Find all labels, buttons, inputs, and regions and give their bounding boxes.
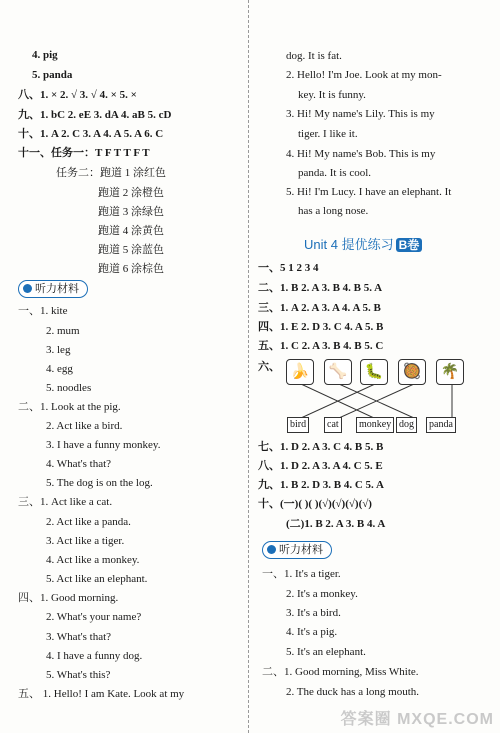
matching-lines [284, 384, 490, 418]
word-box: monkey [356, 417, 394, 433]
transcript-line: 3. I have a funny monkey. [46, 439, 161, 451]
answer-line: 八、1. × 2. √ 3. √ 4. × 5. × [18, 89, 137, 101]
transcript-line: 一、1. kite [18, 305, 68, 317]
answer-line: 十、1. A 2. C 3. A 4. A 5. A 6. C [18, 128, 164, 140]
answer-line: 5. panda [32, 69, 73, 81]
transcript-line: 2. Hello! I'm Joe. Look at my mon- [286, 69, 442, 81]
listening-material-tag: 听力材料 [262, 541, 332, 559]
task-line: 跑道 3 涂绿色 [98, 206, 164, 218]
task-line: 任务二：跑道 1 涂红色 [56, 167, 166, 179]
transcript-line: 4. I have a funny dog. [46, 650, 143, 662]
transcript-line: 3. Hi! My name's Lily. This is my [286, 108, 435, 120]
answer-line: 五、1. C 2. A 3. B 4. B 5. C [258, 340, 384, 352]
transcript-line: 2. Act like a panda. [46, 516, 131, 528]
answer-line: (二)1. B 2. A 3. B 4. A [286, 518, 386, 530]
word-box: cat [324, 417, 342, 433]
task-line: 跑道 6 涂棕色 [98, 263, 164, 275]
transcript-line: 三、1. Act like a cat. [18, 496, 113, 508]
transcript-line: 四、1. Good morning. [18, 592, 119, 604]
answer-line: 八、1. D 2. A 3. A 4. C 5. E [258, 460, 383, 472]
transcript-line: 5. Hi! I'm Lucy. I have an elephant. It [286, 186, 452, 198]
answer-line: 十、(一)( )( )(√)(√)(√)(√) [258, 498, 372, 510]
answer-line: 三、1. A 2. A 3. A 4. A 5. B [258, 302, 381, 314]
answer-line: 十一、任务一：T F T T F T [18, 147, 150, 159]
answer-line: 九、1. bC 2. eE 3. dA 4. aB 5. cD [18, 109, 172, 121]
transcript-line: 2. It's a monkey. [286, 588, 358, 600]
answer-line: 二、1. B 2. A 3. B 4. B 5. A [258, 282, 383, 294]
bananas-image: 🍌 [286, 359, 314, 385]
transcript-line: 4. It's a pig. [286, 626, 338, 638]
transcript-line: 5. It's an elephant. [286, 646, 366, 658]
transcript-line: 二、1. Good morning, Miss White. [262, 666, 419, 678]
bamboo-image: 🌴 [436, 359, 464, 385]
word-box: bird [287, 417, 309, 433]
answer-line: 4. pig [32, 49, 58, 61]
transcript-line: 3. leg [46, 344, 71, 356]
unit-title: Unit 4 提优练习 B卷 [304, 234, 422, 253]
transcript-line: 3. What's that? [46, 631, 112, 643]
transcript-line: 2. Act like a bird. [46, 420, 123, 432]
transcript-line: 3. It's a bird. [286, 607, 341, 619]
answer-line: 七、1. D 2. A 3. C 4. B 5. B [258, 441, 384, 453]
transcript-line: 2. mum [46, 325, 80, 337]
transcript-line: 5. noodles [46, 382, 92, 394]
transcript-line: tiger. I like it. [298, 128, 358, 140]
answer-line: 四、1. E 2. D 3. C 4. A 5. B [258, 321, 384, 333]
column-divider [248, 0, 249, 733]
task-line: 跑道 4 涂黄色 [98, 225, 164, 237]
answer-line: 九、1. B 2. D 3. B 4. C 5. A [258, 479, 384, 491]
fish-plate-image: 🥘 [398, 359, 426, 385]
matching-label: 六、 [258, 361, 280, 373]
transcript-line: 5. Act like an elephant. [46, 573, 148, 585]
unit-badge: B卷 [396, 238, 423, 252]
transcript-line: 二、1. Look at the pig. [18, 401, 121, 413]
transcript-line: 2. What's your name? [46, 611, 142, 623]
transcript-line: 4. Hi! My name's Bob. This is my [286, 148, 436, 160]
transcript-line: 一、1. It's a tiger. [262, 568, 341, 580]
transcript-line: 2. The duck has a long mouth. [286, 686, 419, 698]
caterpillar-image: 🐛 [360, 359, 388, 385]
task-line: 跑道 2 涂橙色 [98, 187, 164, 199]
transcript-line: 4. egg [46, 363, 73, 375]
word-box: panda [426, 417, 456, 433]
listening-material-tag: 听力材料 [18, 280, 88, 298]
watermark: 答案圈 MXQE.COM [340, 711, 494, 728]
transcript-line: 4. What's that? [46, 458, 112, 470]
headphone-icon [267, 545, 276, 554]
transcript-line: 5. What's this? [46, 669, 111, 681]
transcript-line: 五、 1. Hello! I am Kate. Look at my [18, 688, 185, 700]
transcript-line: 5. The dog is on the log. [46, 477, 153, 489]
transcript-line: dog. It is fat. [286, 50, 342, 62]
word-box: dog [396, 417, 417, 433]
headphone-icon [23, 284, 32, 293]
answer-line: 一、5 1 2 3 4 [258, 262, 319, 274]
bone-image: 🦴 [324, 359, 352, 385]
transcript-line: has a long nose. [298, 205, 369, 217]
transcript-line: 4. Act like a monkey. [46, 554, 140, 566]
transcript-line: key. It is funny. [298, 89, 366, 101]
transcript-line: panda. It is cool. [298, 167, 372, 179]
transcript-line: 3. Act like a tiger. [46, 535, 125, 547]
task-line: 跑道 5 涂蓝色 [98, 244, 164, 256]
